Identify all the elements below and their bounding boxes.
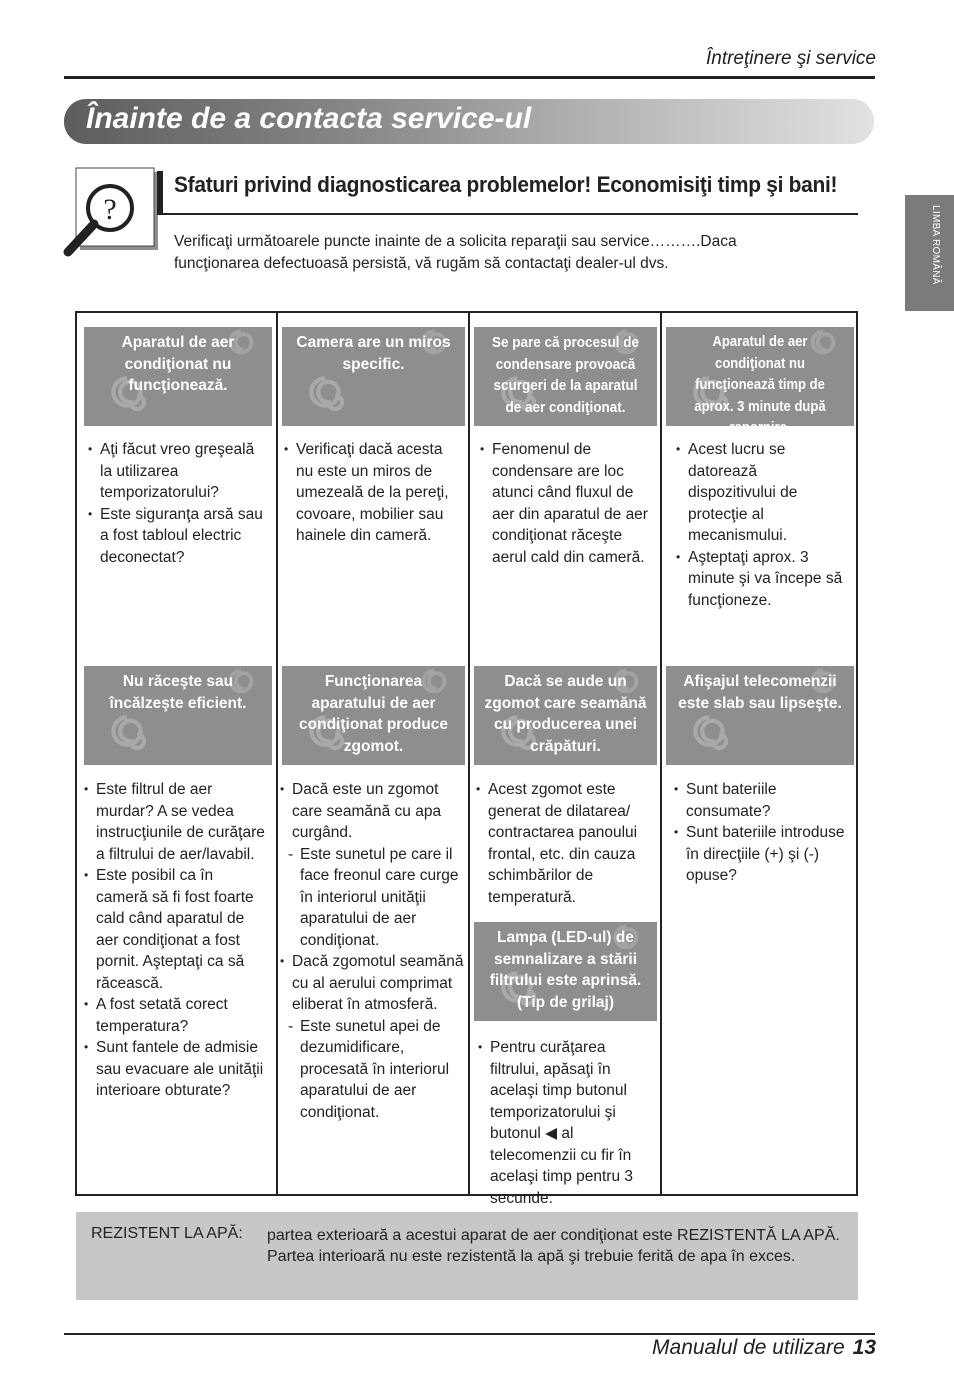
check-item: • Fenomenul de condensare are loc atunci când fluxul de aer din aparatul de aer condiţionat răceşte aerul cald din cameră. [480, 439, 656, 568]
intro-line-2: funcţionarea defectuoasă persistă, vă rugăm să contactaţi dealer-ul dvs. [174, 255, 669, 272]
column-divider [660, 313, 662, 1194]
heading-rule [157, 213, 858, 215]
intro-line-1: Verificaţi următoarele puncte inainte de a solicita reparaţii sau service……….Daca [174, 233, 737, 250]
top-rule [64, 76, 875, 79]
problem-header-6 [282, 666, 465, 765]
check-item: • Verificaţi dacă acesta nu este un miros de umezeală de la pereţi, covoare, mobilier sau hainele din cameră. [284, 439, 460, 547]
problem-header-8 [666, 666, 854, 765]
problem-title: Se pare că procesul de condensare provoacă scurgeri de la aparatul de aer condiţionat. [491, 334, 640, 416]
swirl-icon [692, 714, 726, 748]
problem-title: Aparatul de aer condiţionat nu funcţionează timp de aprox. 3 minute după repornire. [694, 334, 826, 436]
problem-body-3 [480, 439, 656, 568]
problem-title: Camera are un miros specific. [296, 334, 451, 373]
problem-title: Aparatul de aer condiţionat nu funcţionează. [121, 334, 235, 394]
problem-header-4 [666, 327, 854, 436]
check-item: • A fost setată corect temperatura? [84, 994, 266, 1037]
swirl-icon [110, 714, 144, 748]
problem-title: Lampa (LED-ul) de semnalizare a stării filtrului este aprinsă. (Tip de grilaj) [489, 929, 642, 1011]
problem-title: Dacă se aude un zgomot care seamănă cu producerea unei crăpături. [484, 673, 647, 755]
intro-text [174, 231, 814, 275]
swirl-icon [308, 375, 342, 409]
problem-body-4 [676, 439, 848, 611]
problem-body-7 [476, 779, 656, 908]
footer [652, 1336, 876, 1360]
check-item: • Dacă zgomotul seamănă cu al aerului comprimat eliberat în atmosferă. [280, 951, 464, 1016]
problem-header-3 [474, 327, 657, 426]
check-item: • Acest zgomot este generat de dilatarea/ contractarea panoului frontal, etc. din cauza schimbărilor de temperatură. [476, 779, 656, 908]
problem-body-2 [284, 439, 460, 547]
check-item: • Acest lucru se datorează dispozitivului de protecţie al mecanismului. [676, 439, 848, 547]
check-item: • Este siguranţa arsă sau a fost tabloul electric deconectat? [88, 504, 264, 569]
language-tab-label: LIMBA ROMÂNĂ [930, 205, 941, 285]
problem-header-7b [474, 922, 657, 1021]
problem-header-7 [474, 666, 657, 765]
check-item: • Sunt bateriile introduse în direcţiile (+) şi (-) opuse? [674, 822, 850, 887]
problem-header-5 [84, 666, 272, 765]
problem-header-1 [84, 327, 272, 426]
problem-body-7b [478, 1037, 656, 1209]
language-tab [905, 195, 954, 311]
explanation-item: - Este sunetul pe care il face freonul care curge în interiorul unităţii aparatului de aer condiţionat. [280, 844, 464, 952]
check-item: • Dacă este un zgomot care seamănă cu apa curgând. [280, 779, 464, 844]
page-title: Înainte de a contacta service-ul [86, 102, 532, 135]
svg-text:?: ? [103, 193, 117, 226]
troubleshooting-grid [75, 311, 858, 1207]
heading-bar [157, 171, 163, 215]
explanation-item: - Este sunetul apei de dezumidificare, procesată în interiorul aparatului de aer condiţionat. [280, 1016, 464, 1124]
problem-title: Funcţionarea aparatului de aer condiţionat produce zgomot. [299, 673, 448, 755]
section-title: Întreţinere şi service [705, 48, 876, 69]
check-item: • Este posibil ca în cameră să fi fost foarte cald când aparatul de aer condiţionat a fost pornit. Aşteptaţi ca să răcească. [84, 865, 266, 994]
check-item: • Sunt bateriile consumate? [674, 779, 850, 822]
tips-heading: Sfaturi privind diagnosticarea problemelor! Economisiţi timp şi bani! [174, 172, 838, 197]
problem-title: Afişajul telecomenzii este slab sau lipseşte. [678, 673, 842, 712]
note-text: partea exterioară a acestui aparat de aer condiţionat este REZISTENTĂ LA APĂ. Partea interioară nu este rezistentă la apă şi trebuie ferită de apa în exces. [267, 1227, 840, 1265]
column-divider [276, 313, 278, 1194]
problem-body-1 [88, 439, 264, 568]
magnifier-question-icon [64, 168, 160, 260]
page-number: 13 [852, 1336, 876, 1359]
problem-body-6 [280, 779, 464, 1123]
check-item: • Pentru curăţarea filtrului, apăsaţi în acelaşi timp butonul temporizatorului şi butonul ◀ al telecomenzii cu fir în acelaşi timp pentru 3 secunde. [478, 1037, 656, 1209]
check-item: • Aşteptaţi aprox. 3 minute şi va începe să funcţioneze. [676, 547, 848, 612]
check-item: • Este filtrul de aer murdar? A se vedea instrucţiunile de curăţare a filtrului de aer/lavabil. [84, 779, 266, 865]
check-item: • Aţi făcut vreo greşeală la utilizarea temporizatorului? [88, 439, 264, 504]
problem-title: Nu răceşte sau încălzeşte eficient. [109, 673, 247, 712]
column-divider [468, 313, 470, 1194]
problem-body-8 [674, 779, 850, 887]
problem-header-2 [282, 327, 465, 426]
problem-body-5 [84, 779, 266, 1102]
bottom-rule [64, 1333, 875, 1335]
check-item: • Sunt fantele de admisie sau evacuare ale unităţii interioare obturate? [84, 1037, 266, 1102]
note-label: REZISTENT LA APĂ: [91, 1225, 243, 1242]
manual-name: Manualul de utilizare [652, 1336, 845, 1359]
